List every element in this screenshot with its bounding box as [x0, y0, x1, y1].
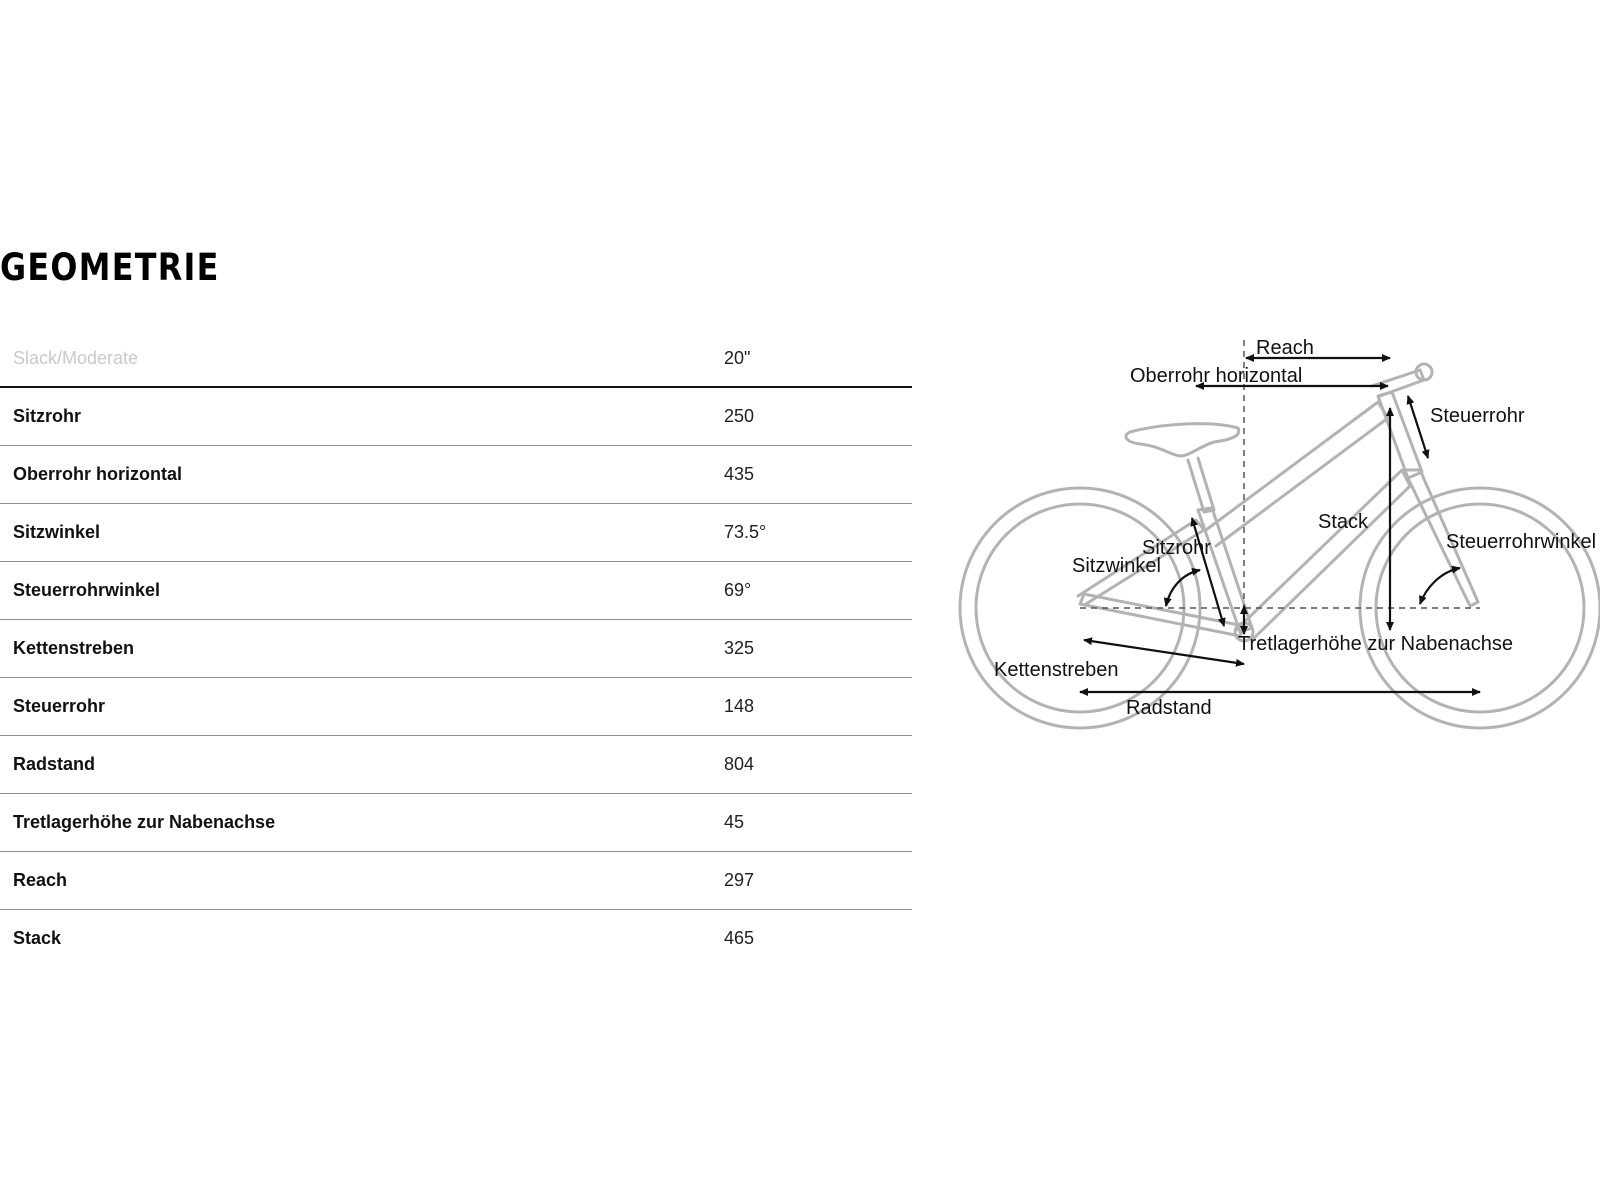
bike-geometry-diagram [950, 320, 1600, 740]
chainstay-tube [1080, 594, 1244, 636]
row-label: Steuerrohrwinkel [0, 562, 724, 620]
row-label: Tretlagerhöhe zur Nabenachse [0, 794, 724, 852]
row-value: 148 [724, 678, 912, 736]
label-head-tube: Steuerrohr [1430, 405, 1525, 427]
row-label: Sitzwinkel [0, 504, 724, 562]
head-tube [1378, 392, 1422, 478]
row-value: 73.5° [724, 504, 912, 562]
table-header-row [0, 330, 912, 387]
table-row [0, 910, 912, 968]
row-label: Reach [0, 852, 724, 910]
row-label: Oberrohr horizontal [0, 446, 724, 504]
frame-size-header: 20" [724, 330, 912, 387]
row-label: Stack [13, 928, 62, 948]
table-row [0, 852, 912, 910]
table-row [0, 736, 912, 794]
label-bb-drop: Tretlagerhöhe zur Nabenachse [1238, 633, 1513, 655]
row-label: Sitzrohr [0, 387, 724, 446]
label-seat-tube: Sitzrohr [1142, 537, 1211, 559]
label-seat-angle: Sitzwinkel [1072, 555, 1161, 577]
table-row [0, 387, 912, 446]
label-stack: Stack [1318, 511, 1369, 533]
row-value: 435 [724, 446, 912, 504]
saddle [1126, 424, 1239, 456]
row-value: 465 [724, 928, 755, 948]
row-label: Kettenstreben [0, 620, 724, 678]
label-reach: Reach [1256, 337, 1314, 359]
seat-post [1188, 458, 1214, 512]
table-row [0, 504, 912, 562]
label-head-angle: Steuerrohrwinkel [1446, 531, 1597, 553]
page-title: GEOMETRIE [0, 246, 220, 289]
down-tube [1236, 470, 1410, 640]
label-top-tube: Oberrohr horizontal [1130, 365, 1303, 387]
row-value: 45 [724, 794, 912, 852]
row-value: 325 [724, 620, 912, 678]
row-label: Radstand [0, 736, 724, 794]
row-label: Steuerrohr [0, 678, 724, 736]
row-value: 69° [724, 562, 912, 620]
table-row [0, 794, 912, 852]
table-row [0, 620, 912, 678]
row-value: 297 [724, 852, 912, 910]
table-row [0, 562, 912, 620]
label-wheelbase: Radstand [1126, 697, 1212, 719]
size-category-header: Slack/Moderate [0, 330, 724, 387]
diagram-labels [994, 337, 1596, 719]
table-row [0, 678, 912, 736]
head-tube-arrow [1408, 396, 1428, 458]
geometry-table [0, 330, 912, 967]
row-value: 804 [724, 736, 912, 794]
table-row [0, 446, 912, 504]
row-value: 250 [724, 387, 912, 446]
label-chainstay: Kettenstreben [994, 659, 1119, 681]
